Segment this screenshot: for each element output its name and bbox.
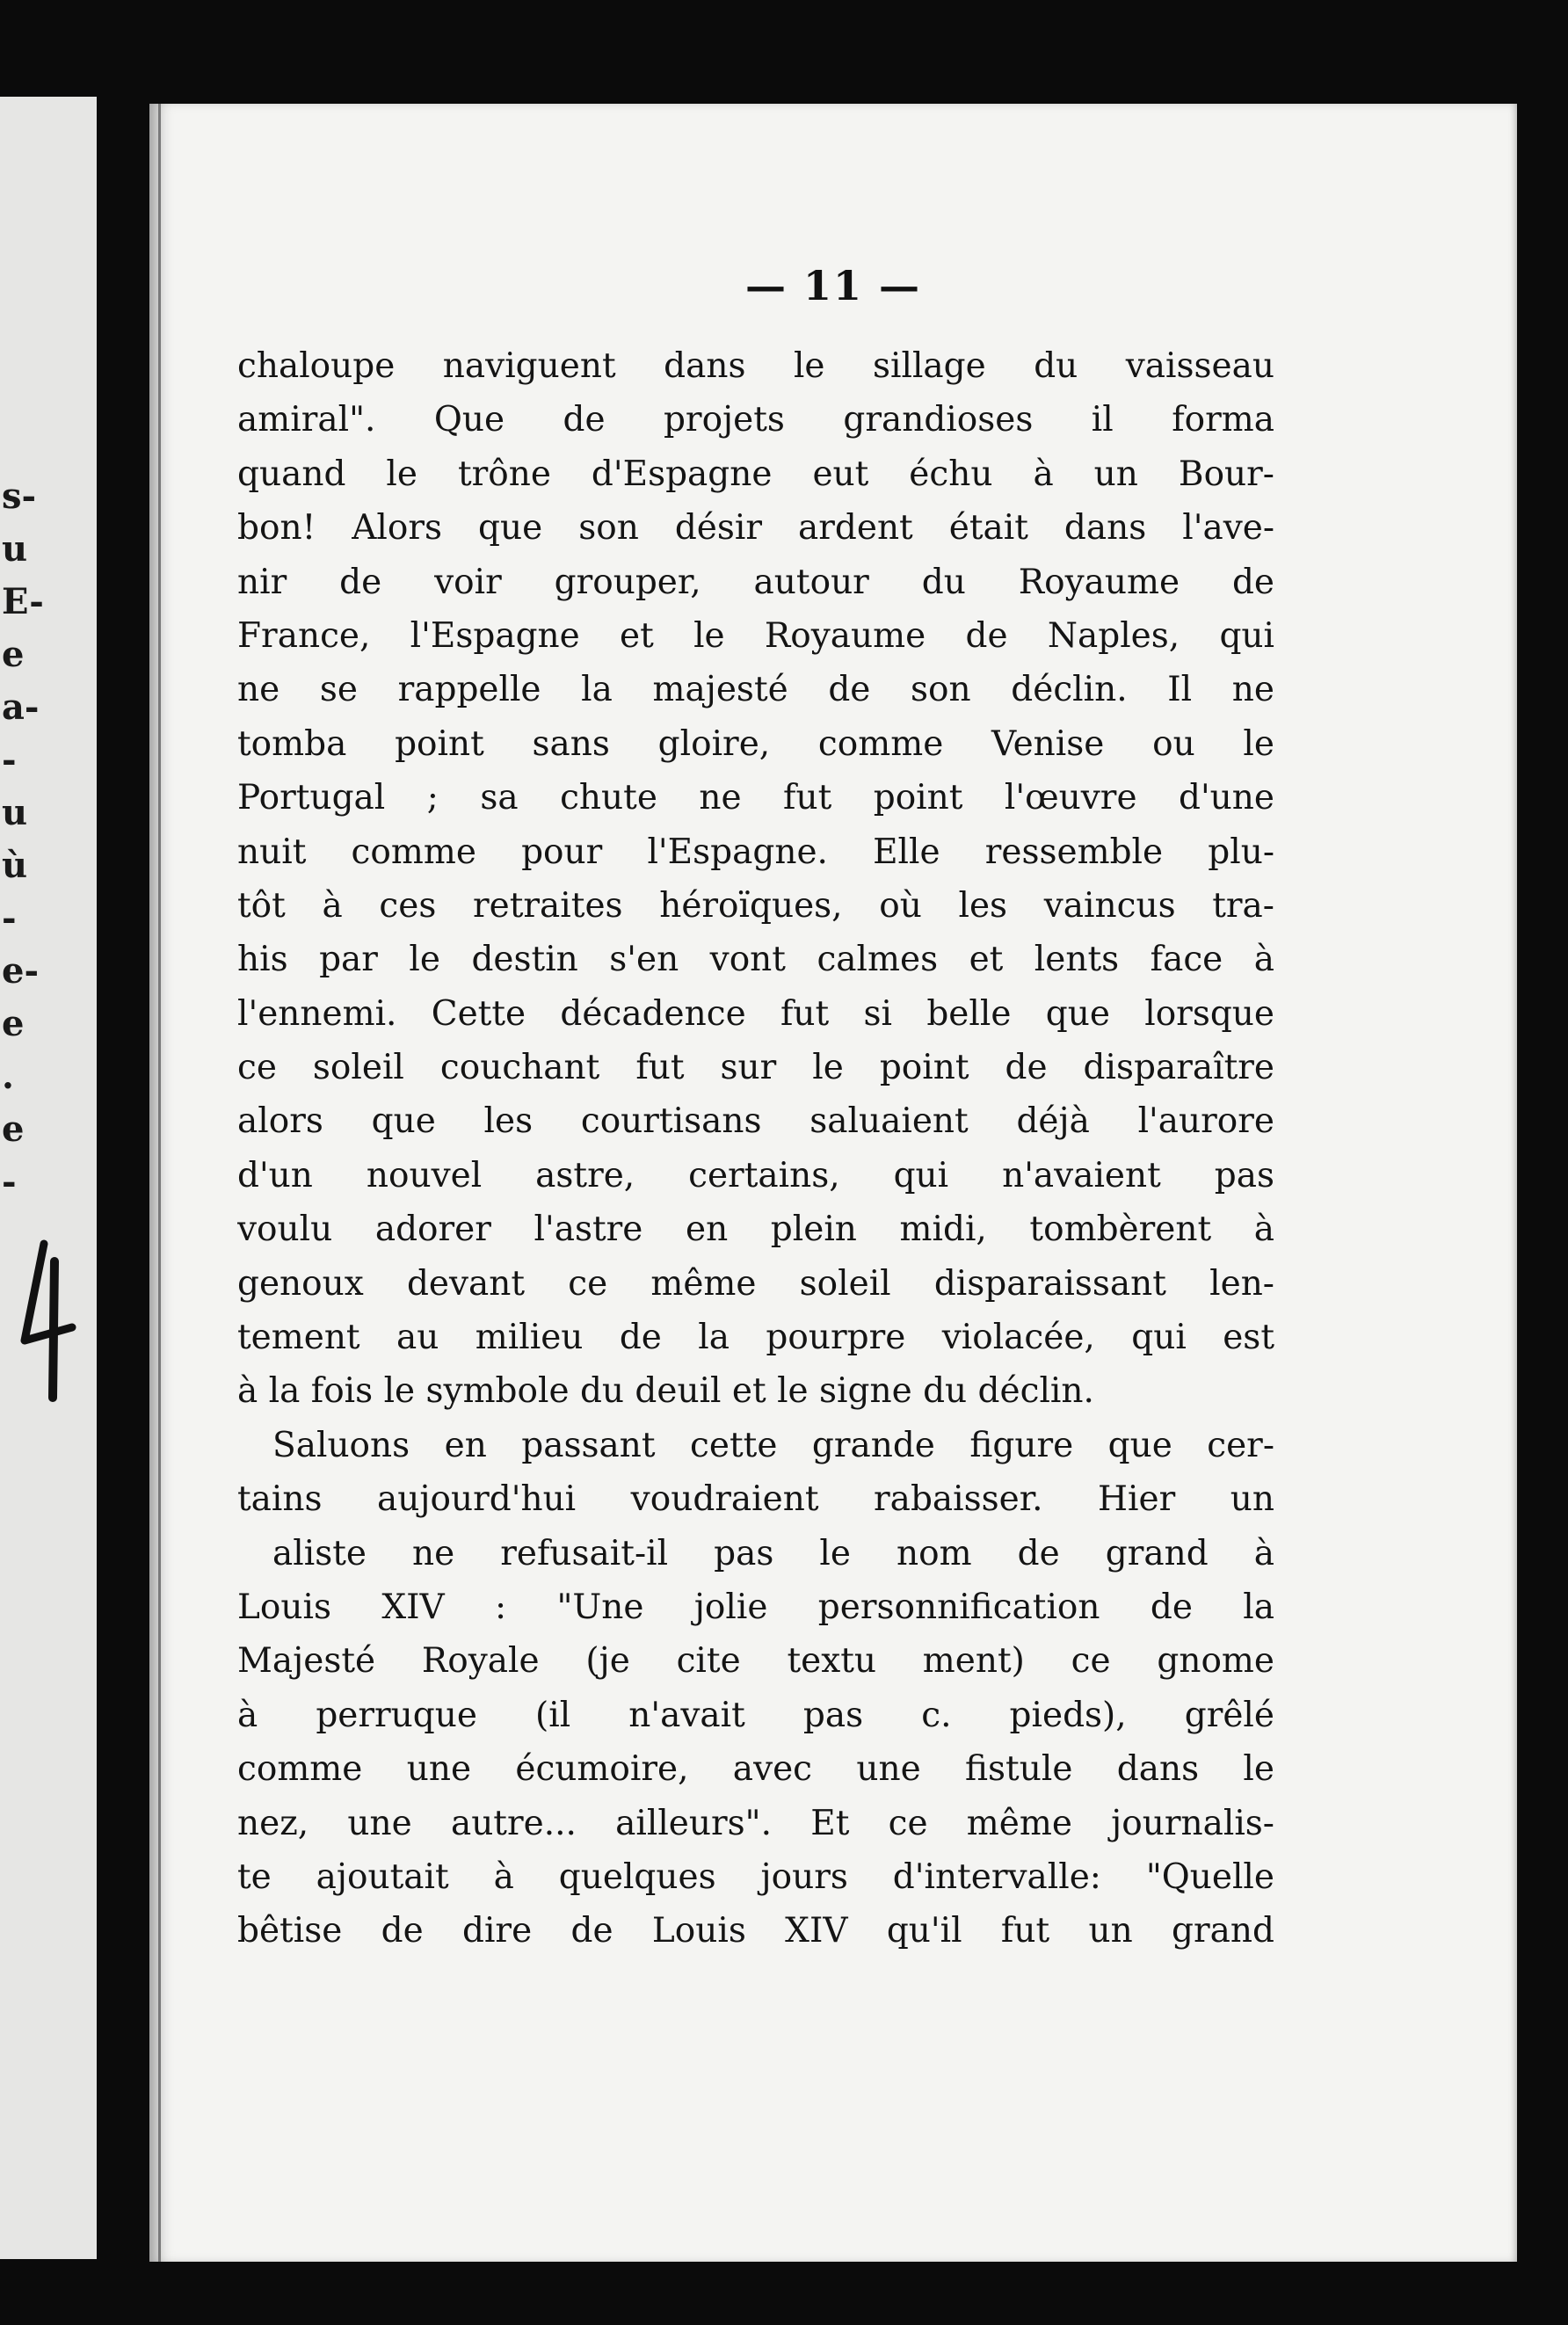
text-line: Saluons en passant cette grande figure que cer- xyxy=(272,1425,1274,1465)
text-line: bêtise de dire de Louis XIV qu'il fut un grand xyxy=(237,1911,1274,1951)
text-line: nir de voir grouper, autour du Royaume de xyxy=(237,562,1274,602)
text-line: tôt à ces retraites héroïques, où les vaincus tra- xyxy=(237,885,1274,926)
left-facing-page xyxy=(0,97,97,2259)
fragment: E- xyxy=(2,581,44,622)
text-line: chaloupe naviguent dans le sillage du vaisseau xyxy=(237,346,1274,386)
fragment: - xyxy=(2,1161,17,1202)
text-line: alors que les courtisans saluaient déjà l'aurore xyxy=(237,1101,1274,1142)
text-line: d'un nouvel astre, certains, qui n'avaient pas xyxy=(237,1155,1274,1195)
body-text xyxy=(237,339,1274,1958)
left-page-fragments xyxy=(0,470,70,1209)
text-line: à la fois le symbole du deuil et le signe du déclin. xyxy=(237,1371,1094,1412)
fragment: e xyxy=(2,634,25,675)
text-line: amiral". Que de projets grandioses il forma xyxy=(237,400,1274,440)
text-line: Portugal ; sa chute ne fut point l'œuvre d'une xyxy=(237,778,1274,818)
text-line: France, l'Espagne et le Royaume de Naples, qui xyxy=(237,615,1274,656)
text-line: tains aujourd'hui voudraient rabaisser. Hier un xyxy=(237,1479,1274,1520)
text-line: aliste ne refusait-il pas le nom de grand à xyxy=(272,1533,1274,1573)
text-line: tomba point sans gloire, comme Venise ou le xyxy=(237,723,1274,764)
fragment: - xyxy=(2,739,17,781)
fragment: s- xyxy=(2,476,37,517)
text-line: à perruque (il n'avait pas c. pieds), grêlé xyxy=(237,1695,1274,1735)
text-line: comme une écumoire, avec une fistule dans le xyxy=(237,1749,1274,1790)
text-line: quand le trône d'Espagne eut échu à un Bour- xyxy=(237,454,1274,494)
fragment: a- xyxy=(2,687,40,728)
text-line: nez, une autre... ailleurs". Et ce même journalis- xyxy=(237,1803,1274,1843)
handwritten-mark xyxy=(18,1235,79,1402)
fragment: u xyxy=(2,528,28,570)
fragment: e- xyxy=(2,950,40,992)
text-line: bon! Alors que son désir ardent était dans l'ave- xyxy=(237,508,1274,549)
page-number: — 11 — xyxy=(744,262,922,309)
book-page xyxy=(149,104,1517,2262)
fragment: . xyxy=(2,1056,14,1097)
text-line: tement au milieu de la pourpre violacée, qui est xyxy=(237,1318,1274,1358)
text-line: nuit comme pour l'Espagne. Elle ressemble plu- xyxy=(237,832,1274,872)
text-line: genoux devant ce même soleil disparaissant len- xyxy=(237,1263,1274,1304)
fragment: e xyxy=(2,1003,25,1044)
text-line: ce soleil couchant fut sur le point de disparaître xyxy=(237,1048,1274,1088)
page-gutter xyxy=(158,104,161,2262)
fragment: u xyxy=(2,792,28,833)
text-line: l'ennemi. Cette décadence fut si belle que lorsque xyxy=(237,993,1274,1034)
text-line: ne se rappelle la majesté de son déclin. Il ne xyxy=(237,670,1274,710)
text-line: te ajoutait à quelques jours d'intervalle: "Quelle xyxy=(237,1856,1274,1897)
text-line: voulu adorer l'astre en plein midi, tombèrent à xyxy=(237,1210,1274,1250)
text-line: Louis XIV : "Une jolie personnification de la xyxy=(237,1587,1274,1627)
fragment: ù xyxy=(2,845,28,886)
fragment: e xyxy=(2,1108,25,1150)
text-line: his par le destin s'en vont calmes et lents face à xyxy=(237,940,1274,980)
fragment: - xyxy=(2,897,17,939)
text-line: Majesté Royale (je cite textu ment) ce gnome xyxy=(237,1641,1274,1682)
